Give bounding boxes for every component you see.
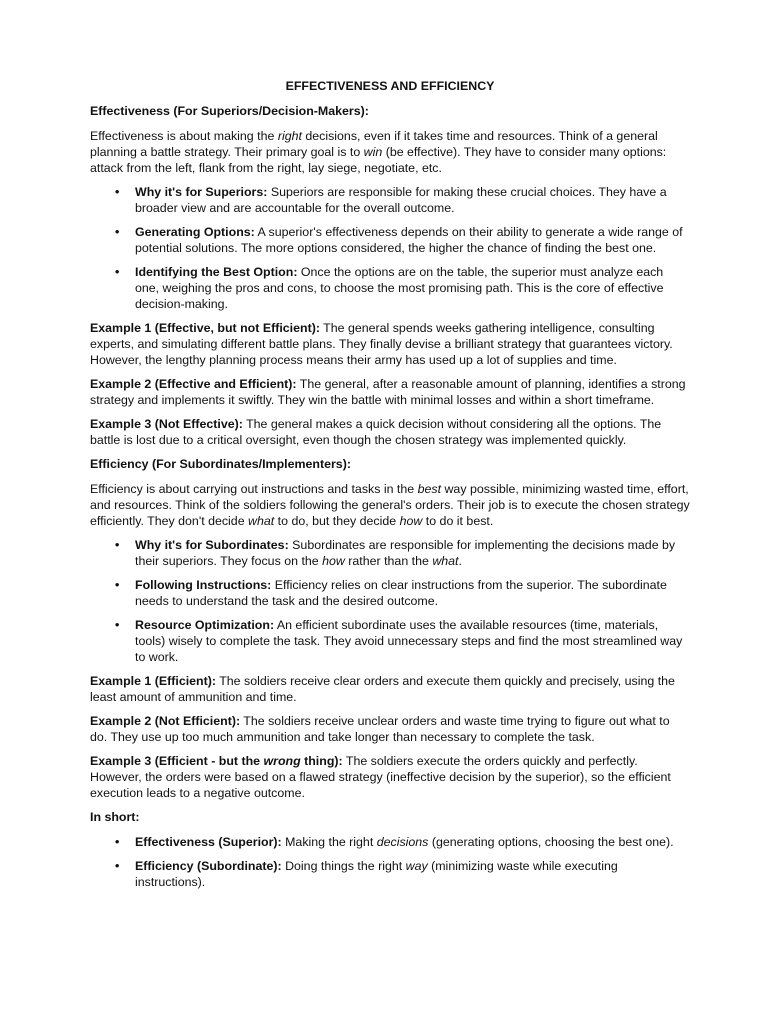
list-item: • Why it's for Superiors: Superiors are responsible for making these crucial choices. They have a broader view and are accountable for the overall outcome.	[115, 185, 667, 215]
effectiveness-example-3: Example 3 (Not Effective): The general makes a quick decision without considering all the options. The battle is lost due to a critical oversight, even though the chosen strategy was implemented quickly.	[90, 417, 662, 447]
bullet-icon: •	[115, 859, 120, 873]
effectiveness-bullet-list	[90, 184, 690, 312]
efficiency-intro: Efficiency is about carrying out instructions and tasks in the best way possible, minimizing wasted time, effort, and resources. Think of the soldiers following the general's orders. Their job is to execute the chosen strategy efficiently. They don't decide what to do, but they decide how to do it best.	[90, 482, 690, 528]
list-item: • Effectiveness (Superior): Making the right decisions (generating options, choosing the best one).	[115, 835, 674, 849]
efficiency-example-3: Example 3 (Efficient - but the wrong thing): The soldiers execute the orders quickly and perfectly. However, the orders were based on a flawed strategy (ineffective decision by the superior), so the efficient execution leads to a negative outcome.	[90, 754, 671, 800]
list-item: • Identifying the Best Option: Once the options are on the table, the superior must analyze each one, weighing the pros and cons, to choose the most promising path. This is the core of effective decision-making.	[115, 265, 664, 311]
effectiveness-example-1: Example 1 (Effective, but not Efficient): The general spends weeks gathering intelligence, consulting experts, and simulating different battle plans. They finally devise a brilliant strategy that guarantees victory. However, the lengthy planning process means their army has used up a lot of supplies and time.	[90, 321, 673, 367]
efficiency-example-1: Example 1 (Efficient): The soldiers receive clear orders and execute them quickly and precisely, using the least amount of ammunition and time.	[90, 674, 675, 704]
efficiency-example-2: Example 2 (Not Efficient): The soldiers receive unclear orders and waste time trying to figure out what to do. They use up too much ammunition and take longer than necessary to complete the task.	[90, 714, 670, 744]
list-item: • Why it's for Subordinates: Subordinates are responsible for implementing the decisions made by their superiors. They focus on the how rather than the what.	[115, 538, 676, 568]
bullet-icon: •	[115, 185, 120, 199]
summary-heading: In short:	[90, 810, 140, 824]
bullet-icon: •	[115, 265, 120, 279]
bullet-icon: •	[115, 578, 120, 592]
summary-bullet-list	[90, 834, 690, 890]
document-page	[90, 78, 690, 898]
document-title: EFFECTIVENESS AND EFFICIENCY	[285, 79, 495, 93]
list-item: • Efficiency (Subordinate): Doing things the right way (minimizing waste while executing instructions).	[115, 859, 618, 889]
effectiveness-intro: Effectiveness is about making the right decisions, even if it takes time and resources. Think of a general planning a battle strategy. Their primary goal is to win (be effective). They have to consider many options: attack from the left, flank from the right, lay siege, negotiate, etc.	[90, 129, 667, 175]
list-item: • Following Instructions: Efficiency relies on clear instructions from the superior. The subordinate needs to understand the task and the desired outcome.	[115, 578, 667, 608]
bullet-icon: •	[115, 225, 120, 239]
bullet-icon: •	[115, 835, 120, 849]
efficiency-bullet-list	[90, 537, 690, 665]
effectiveness-example-2: Example 2 (Effective and Efficient): The general, after a reasonable amount of planning, identifies a strong strategy and implements it swiftly. They win the battle with minimal losses and within a short timeframe.	[90, 377, 686, 407]
effectiveness-heading: Effectiveness (For Superiors/Decision-Makers):	[90, 104, 369, 118]
bullet-icon: •	[115, 618, 120, 632]
list-item: • Generating Options: A superior's effectiveness depends on their ability to generate a wide range of potential solutions. The more options considered, the higher the chance of finding the best one.	[115, 225, 683, 255]
bullet-icon: •	[115, 538, 120, 552]
efficiency-heading: Efficiency (For Subordinates/Implementers):	[90, 457, 351, 471]
list-item: • Resource Optimization: An efficient subordinate uses the available resources (time, materials, tools) wisely to complete the task. They avoid unnecessary steps and find the most streamlined way to work.	[115, 618, 683, 664]
